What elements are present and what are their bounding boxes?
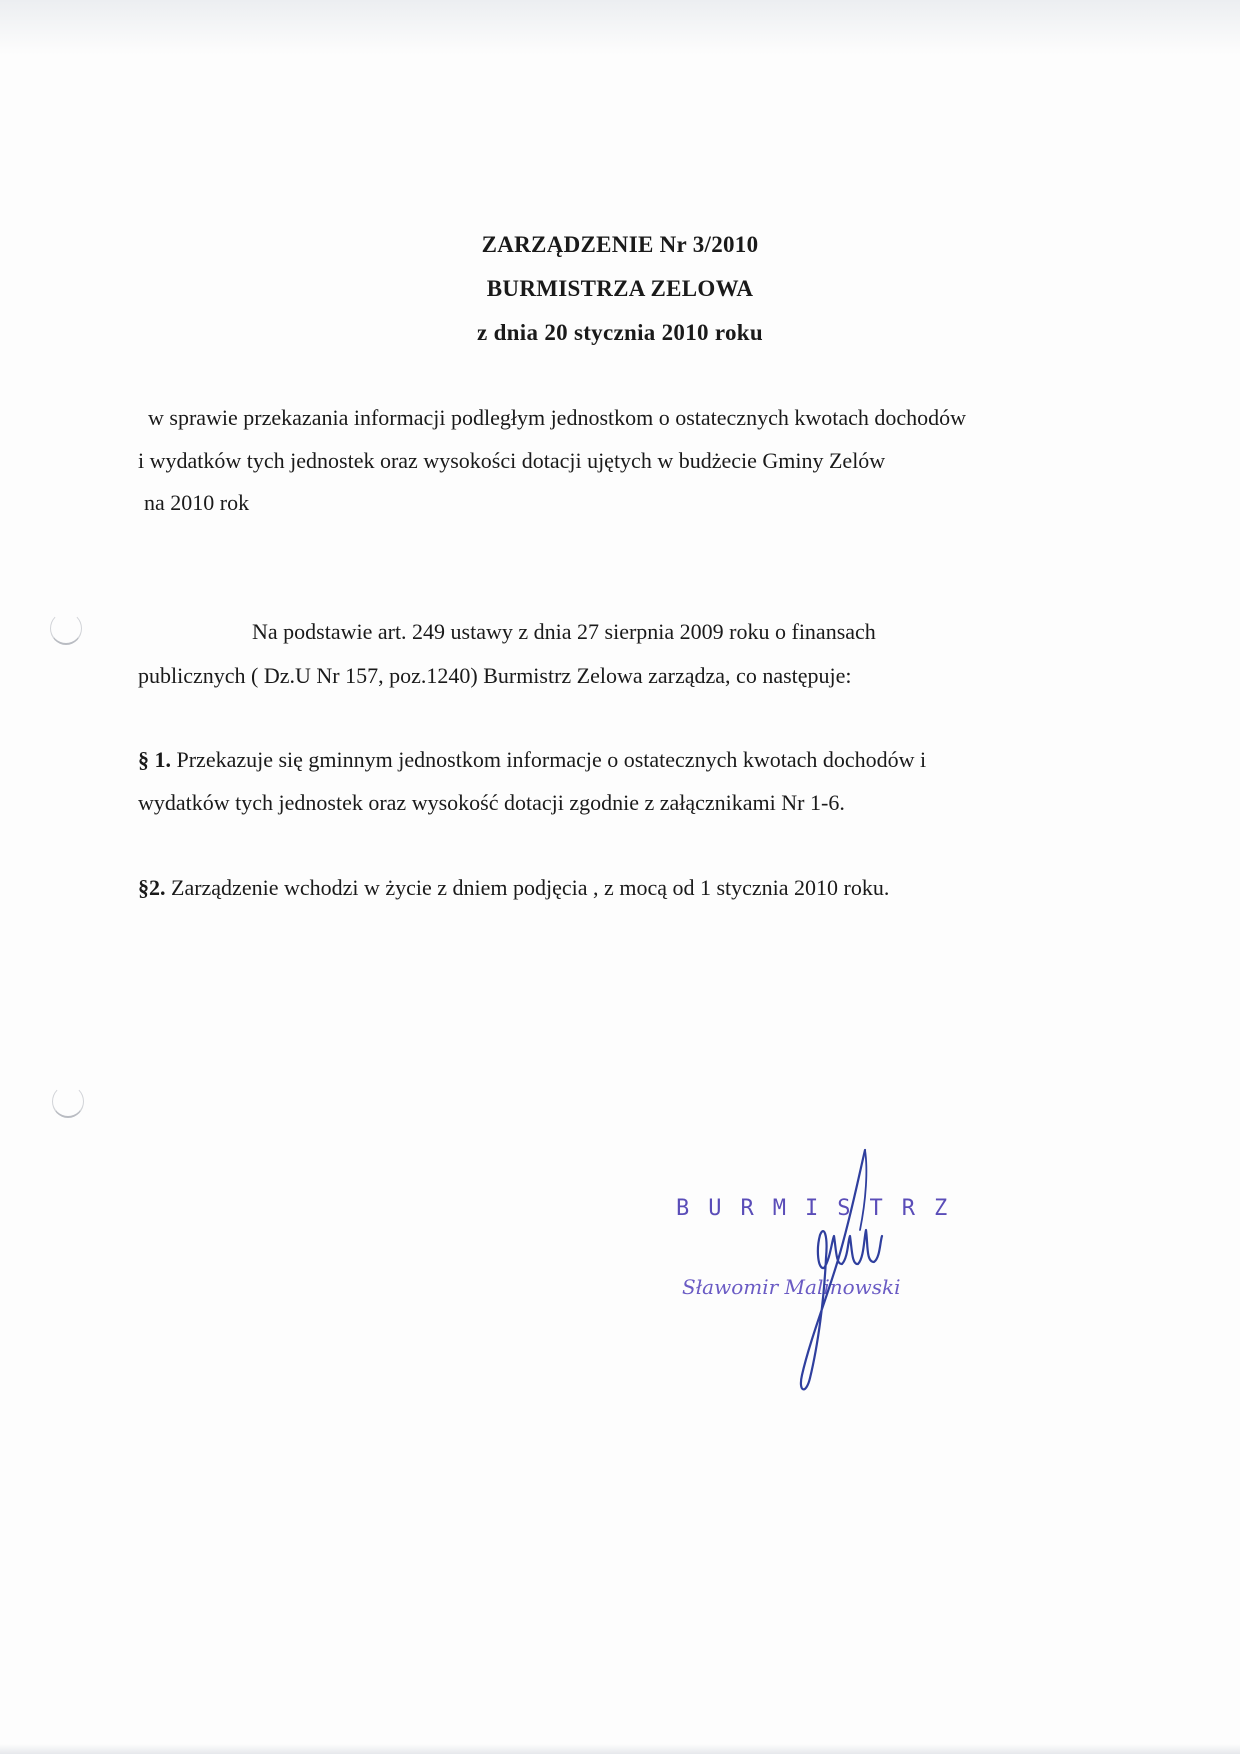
document-title: ZARZĄDZENIE Nr 3/2010 bbox=[481, 232, 759, 257]
punch-hole-icon bbox=[52, 1085, 84, 1118]
section-1-line-2: wydatków tych jednostek oraz wysokość dotacji zgodnie z załącznikami Nr 1-6. bbox=[138, 790, 845, 815]
section-1-line-1 bbox=[138, 747, 926, 773]
signature-icon bbox=[740, 1140, 910, 1400]
legal-basis-line-1: Na podstawie art. 249 ustawy z dnia 27 sierpnia 2009 roku o finansach bbox=[252, 619, 876, 644]
scan-edge-bottom bbox=[0, 1744, 1240, 1754]
legal-basis-line-2: publicznych ( Dz.U Nr 157, poz.1240) Burmistrz Zelowa zarządza, co następuje: bbox=[138, 663, 852, 688]
punch-hole-icon bbox=[50, 612, 82, 645]
date-heading: z dnia 20 stycznia 2010 roku bbox=[477, 320, 763, 345]
subject-line-1: w sprawie przekazania informacji podległym jednostkom o ostatecznych kwotach dochodów bbox=[148, 405, 967, 430]
scan-shadow-top bbox=[0, 0, 1240, 55]
issuer-heading: BURMISTRZA ZELOWA bbox=[486, 276, 754, 301]
section-1-text: Przekazuje się gminnym jednostkom informacje o ostatecznych kwotach dochodów i bbox=[171, 747, 927, 772]
stamp-name: Sławomir Malinowski bbox=[682, 1275, 901, 1299]
section-2-mark: §2. bbox=[138, 875, 166, 900]
stamp-title: BURMISTRZ bbox=[676, 1196, 967, 1221]
section-2-text: Zarządzenie wchodzi w życie z dniem podjęcia , z mocą od 1 stycznia 2010 roku. bbox=[165, 875, 890, 900]
subject-line-2: i wydatków tych jednostek oraz wysokości dotacji ujętych w budżecie Gminy Zelów bbox=[138, 448, 886, 473]
section-1-mark: § 1. bbox=[138, 747, 171, 772]
section-2-line-1 bbox=[138, 875, 889, 901]
subject-line-3: na 2010 rok bbox=[144, 490, 250, 515]
